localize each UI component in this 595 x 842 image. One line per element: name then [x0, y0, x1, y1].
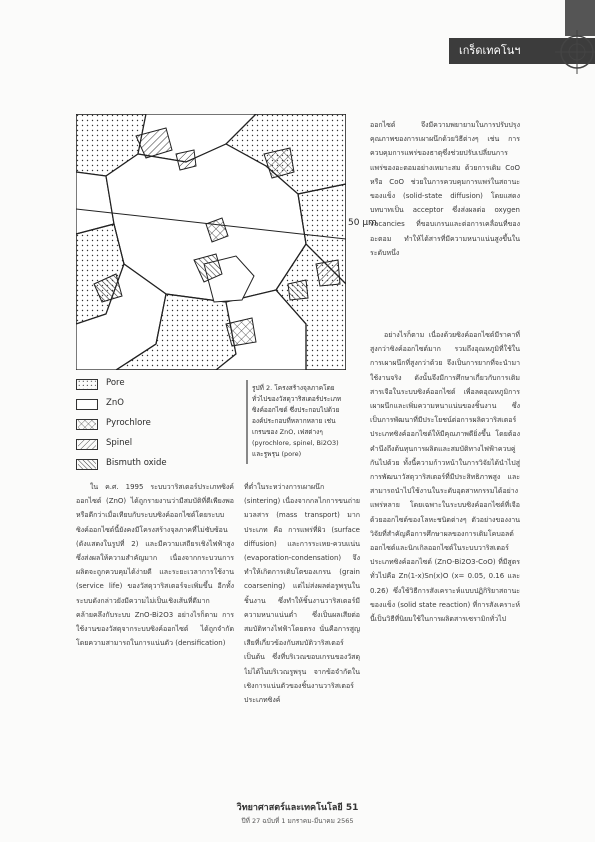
- legend-item: [76, 436, 216, 456]
- legend-item: [76, 396, 216, 416]
- legend-item: [76, 376, 216, 396]
- text-column-middle: [244, 480, 360, 780]
- figure-legend: [76, 376, 216, 476]
- bismuth-oxide-swatch: [76, 459, 98, 470]
- issue-info: ปีที่ 27 ฉบับที่ 1 มกราคม-มีนาคม 2565: [241, 817, 354, 825]
- paragraph: ที่ต่ำในระหว่างการเผาผนึก (sintering) เนื่องจากกลไกการขนถ่ายมวลสาร (mass transport) มากประเภท คือ การแพร่ที่ผิว (surface diffusion) และการระเหย-ควบแน่น (evaporation-condensation) จึงทำให้เกิดการเติบโตของเกรน (grain coarsening) แต่ไม่ส่งผลต่อรูพรุนในชิ้นงาน ซึ่งทำให้ชิ้นงานวาริสเตอร์มีความหนาแน่นต่ำ ซึ่งเป็นผลเสียต่อสมบัติทางไฟฟ้าโดยตรง นั่นคือการสูญเสียที่เกี่ยวข้องกับสมบัติวาริสเตอร์เป็นต้น ซึ่งที่บริเวณขอบเกรนของวัสดุ ไม่ได้ในบริเวณรูพรุน จากข้อจำกัดในเชิงการแน่นตัวของชิ้นงานวาริสเตอร์ประเภทซิงค์: [244, 483, 360, 705]
- legend-label: Bismuth oxide: [106, 458, 167, 468]
- section-title: เกร็ดเทคโนฯ: [459, 44, 521, 57]
- legend-label: Pore: [106, 378, 125, 388]
- text-column-right-top: [370, 118, 520, 318]
- figure-caption: รูปที่ 2. โครงสร้างจุลภาคโดยทั่วไปของวัสดุวาริสเตอร์ประเภทซิงค์ออกไซด์ ซึ่งประกอบไปด้วยองค์ประกอบที่หลากหลาย เช่น เกรนของ ZnO, เฟสต่างๆ (pyrochlore, spinel, Bi2O3) และรูพรุน (pore): [246, 380, 352, 464]
- legend-label: Pyrochlore: [106, 418, 151, 428]
- text-column-right-bottom: [370, 328, 520, 780]
- scale-bar-label: 50 µm: [348, 218, 377, 228]
- pore-swatch: [76, 379, 98, 390]
- legend-item: [76, 416, 216, 436]
- microstructure-figure: [76, 114, 346, 370]
- legend-label: Spinel: [106, 438, 133, 448]
- page-footer: [0, 800, 595, 826]
- legend-item: [76, 456, 216, 476]
- journal-title: วิทยาศาสตร์และเทคโนโลยี 51: [236, 803, 359, 813]
- crosshair-icon: [555, 0, 595, 100]
- legend-label: ZnO: [106, 398, 124, 408]
- zno-swatch: [76, 399, 98, 410]
- pyrochlore-swatch: [76, 419, 98, 430]
- paragraph: ออกไซด์ จึงมีความพยายามในการปรับปรุงคุณภาพของการเผาผนึกด้วยวิธีต่างๆ เช่น การควบคุมการแพร่ของธาตุซึ่งช่วยปรับเปลี่ยนการแพร่ของอะตอมอย่างเหมาะสม ด้วยการเติม CoO หรือ CoO ช่วยในการควบคุมการแพร่ในสถานะของแข็ง (solid-state diffusion) โดยแสดงบทบาทเป็น acceptor ซึ่งส่งผลต่อ oxygen vacancies ที่ขอบเกรนและต่อการเคลื่อนที่ของอะตอม ทำให้ได้สารที่มีความหนาแน่นสูงขึ้นในระดับหนึ่ง: [370, 121, 520, 257]
- paragraph: อย่างไรก็ตาม เนื่องด้วยซิงค์ออกไซด์มีราคาที่สูงกว่าซิงค์ออกไซด์มาก รวมถึงอุณหภูมิที่ใช้ในการเผาผนึกที่สูงกว่าด้วย จึงเป็นการยากที่จะนำมาใช้งานจริง ดังนั้นจึงมีการศึกษาเกี่ยวกับการเติมสารเจือในระบบซิงค์ออกไซด์ เพื่อลดอุณหภูมิการเผาผนึกและเพิ่มความหนาแน่นของชิ้นงาน ซึ่งเป็นการพัฒนาที่มีประโยชน์ต่อการผลิตวาริสเตอร์ประเภทซิงค์ออกไซด์ให้มีคุณภาพดียิ่งขึ้น โดยต้องคำนึงถึงต้นทุนการผลิตและสมบัติทางไฟฟ้าควบคู่กันไปด้วย ทั้งนี้ความก้าวหน้าในการวิจัยได้นำไปสู่การพัฒนาวัสดุวาริสเตอร์ที่มีประสิทธิภาพสูง และสามารถนำไปใช้งานในระดับอุตสาหกรรมได้อย่างแพร่หลาย โดยเฉพาะในระบบซิงค์ออกไซด์ที่เจือด้วยออกไซด์ของโลหะชนิดต่างๆ ตัวอย่างของงานวิจัยที่สำคัญคือการศึกษาผลของการเติมโคบอลต์ออกไซด์และนิกเกิลออกไซด์ในระบบวาริสเตอร์ประเภทซิงค์ออกไซด์ (ZnO-Bi2O3-CoO) ที่มีสูตรทั่วไปคือ Zn(1-x)Sn(x)O (x= 0.05, 0.16 และ 0.26) ซึ่งใช้วิธีการสังเคราะห์แบบปฏิกิริยาสถานะของแข็ง (solid state reaction) ที่การสังเคราะห์นี้เป็นวิธีที่นิยมใช้ในการผลิตสารเซรามิกทั่วไป: [370, 331, 520, 624]
- spinel-swatch: [76, 439, 98, 450]
- paragraph: ใน ค.ศ. 1995 ระบบวาริสเตอร์ประเภทซิงค์ออกไซด์ (ZnO) ได้ถูกรายงานว่ามีสมบัติที่ดีเพียงพอหรือดีกว่าเมื่อเทียบกับระบบซิงค์ออกไซด์โดยระบบซิงค์ออกไซด์นี้ยังคงมีโครงสร้างจุลภาคที่ไม่ซับซ้อน (ดังแสดงในรูปที่ 2) และมีความเสถียรเชิงไฟฟ้าสูง ซึ่งส่งผลให้ความสำคัญมาก เนื่องจากกระบวนการผลิตจะถูกควบคุมได้ง่ายดี และระยะเวลาการใช้งาน (service life) ของวัสดุวาริสเตอร์จะเพิ่มขึ้น อีกทั้งระบบดังกล่าวยังมีความไม่เป็นเชิงเส้นที่ดีมากคล้ายคลึงกับระบบ ZnO-Bi2O3 อย่างไรก็ตาม การใช้งานของวัสดุจากระบบซิงค์ออกไซด์ ได้ถูกจำกัดโดยความสามารถในการแน่นตัว (densification): [76, 483, 234, 648]
- text-column-left: [76, 480, 234, 780]
